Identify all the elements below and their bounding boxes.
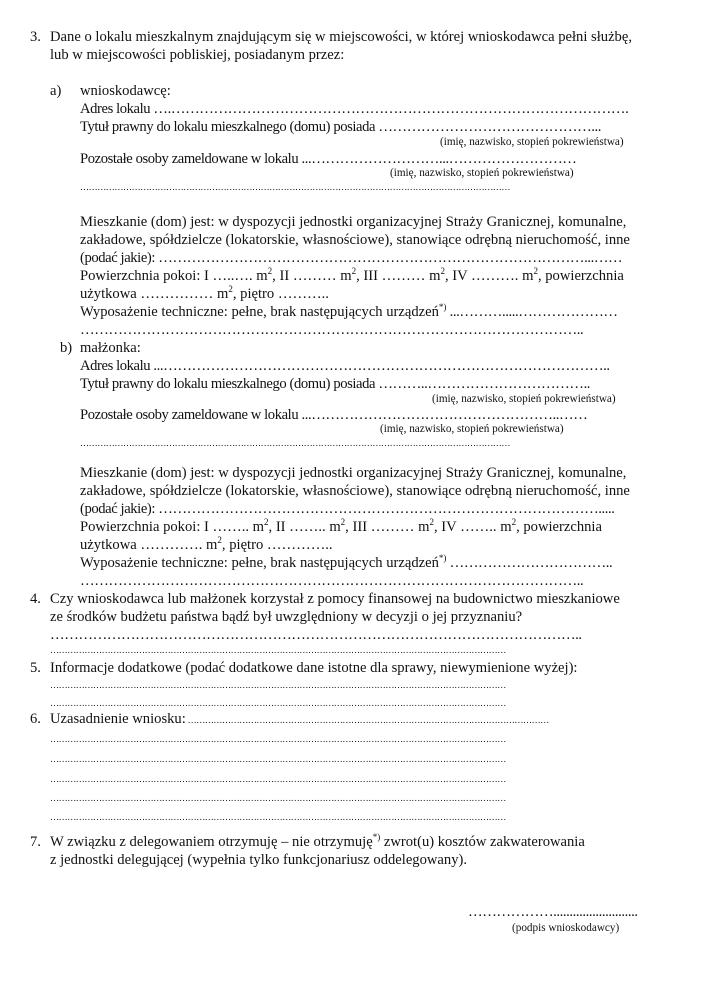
subsection-a-heading: wnioskodawcę: — [80, 83, 171, 99]
a-mieszkanie-line-1: Mieszkanie (dom) jest: w dyspozycji jednostki organizacyjnej Straży Granicznej, komunalne, — [80, 214, 627, 230]
b-dotted-line[interactable]: …………………………………………………………………………………………………………………………………… — [80, 438, 511, 448]
section-3-line-1: Dane o lokalu mieszkalnym znajdującym się w miejscowości, w której wnioskodawca pełni służbę, — [50, 29, 632, 45]
section-7-line-2: z jednostki delegującej (wypełnia tylko funkcjonariusz oddelegowany). — [50, 852, 468, 868]
subsection-b-marker: b) — [60, 340, 73, 356]
section-7-line-1: W związku z delegowaniem otrzymuję – nie otrzymuję*) zwrot(u) kosztów zakwaterowania — [50, 832, 585, 850]
section-4-answer-2[interactable]: …………………………………………………………………………………………………………………………………………… — [50, 645, 506, 655]
b-adres-lokalu-field[interactable]: Adres lokalu ...………………………………………………………………………………….. — [80, 358, 610, 374]
section-5-number: 5. — [30, 660, 41, 676]
a-dotted-line[interactable]: …………………………………………………………………………………………………………………………………… — [80, 182, 511, 192]
a-tytul-prawny-field[interactable]: Tytuł prawny do lokalu mieszkalnego (domu) posiada ………………………………………... — [80, 119, 602, 135]
section-4-answer-1[interactable]: ………………………………………………………………………………………………….. — [50, 627, 582, 643]
a-powierzchnia-pokoi-field[interactable]: Powierzchnia pokoi: I …..…. $m^2$, II ……… $m^2$, III ……… $m^2$, IV ………. $m^2$, powierzchnia — [80, 266, 624, 284]
section-5-answer-1[interactable]: …………………………………………………………………………………………………………………………………………… — [50, 680, 506, 690]
section-7-number: 7. — [30, 834, 41, 850]
subsection-a-marker: a) — [50, 83, 62, 99]
section-6-label-field[interactable]: Uzasadnienie wniosku: ……………………………………………………………………………………………………………… — [50, 711, 549, 727]
b-powierzchnia-uzytkowa-field[interactable]: użytkowa …………. $m^2$, piętro ………….. — [80, 535, 333, 553]
section-6-line-1[interactable]: …………………………………………………………………………………………………………………………………………… — [50, 734, 506, 744]
b-mieszkanie-line-2: zakładowe, spółdzielcze (lokatorskie, własnościowe), stanowiące odrębną nieruchomość, inne — [80, 483, 630, 499]
a-pozostale-hint: (imię, nazwisko, stopień pokrewieństwa) — [390, 167, 574, 179]
b-tytul-hint: (imię, nazwisko, stopień pokrewieństwa) — [432, 393, 616, 405]
section-6-line-5[interactable]: …………………………………………………………………………………………………………………………………………… — [50, 812, 506, 822]
b-wyposazenie-line[interactable]: …………………………………………………………………………………………….. — [80, 573, 584, 589]
section-6-number: 6. — [30, 711, 41, 727]
a-tytul-hint: (imię, nazwisko, stopień pokrewieństwa) — [440, 136, 624, 148]
b-pozostale-hint: (imię, nazwisko, stopień pokrewieństwa) — [380, 423, 564, 435]
section-5-line-1: Informacje dodatkowe (podać dodatkowe dane istotne dla sprawy, niewymienione wyżej): — [50, 660, 578, 676]
b-tytul-prawny-field[interactable]: Tytuł prawny do lokalu mieszkalnego (domu) posiada ………..…………………………….. — [80, 376, 591, 392]
section-5-answer-2[interactable]: …………………………………………………………………………………………………………………………………………… — [50, 698, 506, 708]
a-adres-lokalu-field[interactable]: Adres lokalu ….……………………………………………………………………………………. — [80, 101, 629, 117]
section-6-line-4[interactable]: …………………………………………………………………………………………………………………………………………… — [50, 793, 506, 803]
subsection-b-heading: małżonka: — [80, 340, 141, 356]
section-4-number: 4. — [30, 591, 41, 607]
b-pozostale-osoby-field[interactable]: Pozostałe osoby zameldowane w lokalu ...……………………………………………..…… — [80, 407, 588, 423]
a-pozostale-osoby-field[interactable]: Pozostałe osoby zameldowane w lokalu ...………………………...……………………… — [80, 151, 577, 167]
a-mieszkanie-line-2: zakładowe, spółdzielcze (lokatorskie, własnościowe), stanowiące odrębną nieruchomość, inne — [80, 232, 630, 248]
a-podac-jakie-field[interactable]: (podać jakie): ………………………………………………………………………………...…… — [80, 250, 623, 266]
section-6-line-3[interactable]: …………………………………………………………………………………………………………………………………………… — [50, 774, 506, 784]
section-3-line-2: lub w miejscowości pobliskiej, posiadanym przez: — [50, 47, 345, 63]
a-powierzchnia-uzytkowa-field[interactable]: użytkowa …………… $m^2$, piętro ……….. — [80, 284, 329, 302]
b-podac-jakie-field[interactable]: (podać jakie): …………………………………………………………………………………..... — [80, 501, 615, 517]
signature-line[interactable]: ……………….......................... — [468, 904, 638, 920]
section-3-number: 3. — [30, 29, 41, 45]
b-mieszkanie-line-1: Mieszkanie (dom) jest: w dyspozycji jednostki organizacyjnej Straży Granicznej, komunalne, — [80, 465, 627, 481]
section-6-line-2[interactable]: …………………………………………………………………………………………………………………………………………… — [50, 754, 506, 764]
b-powierzchnia-pokoi-field[interactable]: Powierzchnia pokoi: I …….. $m^2$, II …….. $m^2$, III ……… $m^2$, IV …….. $m^2$, powierzchnia — [80, 517, 602, 535]
a-wyposazenie-line[interactable]: …………………………………………………………………………………………….. — [80, 322, 584, 338]
signature-caption: (podpis wnioskodawcy) — [512, 922, 620, 934]
section-4-line-1: Czy wnioskodawca lub małżonek korzystał z pomocy finansowej na budownictwo mieszkaniowe — [50, 591, 620, 607]
section-4-line-2: ze środków budżetu państwa bądź był uwzględniony w decyzji o jej przyznaniu? — [50, 609, 523, 625]
a-wyposazenie-field[interactable]: Wyposażenie techniczne: pełne, brak następujących urządzeń*) ...……….....………………… — [80, 302, 618, 320]
b-wyposazenie-field[interactable]: Wyposażenie techniczne: pełne, brak następujących urządzeń*) …………………………….. — [80, 553, 613, 571]
